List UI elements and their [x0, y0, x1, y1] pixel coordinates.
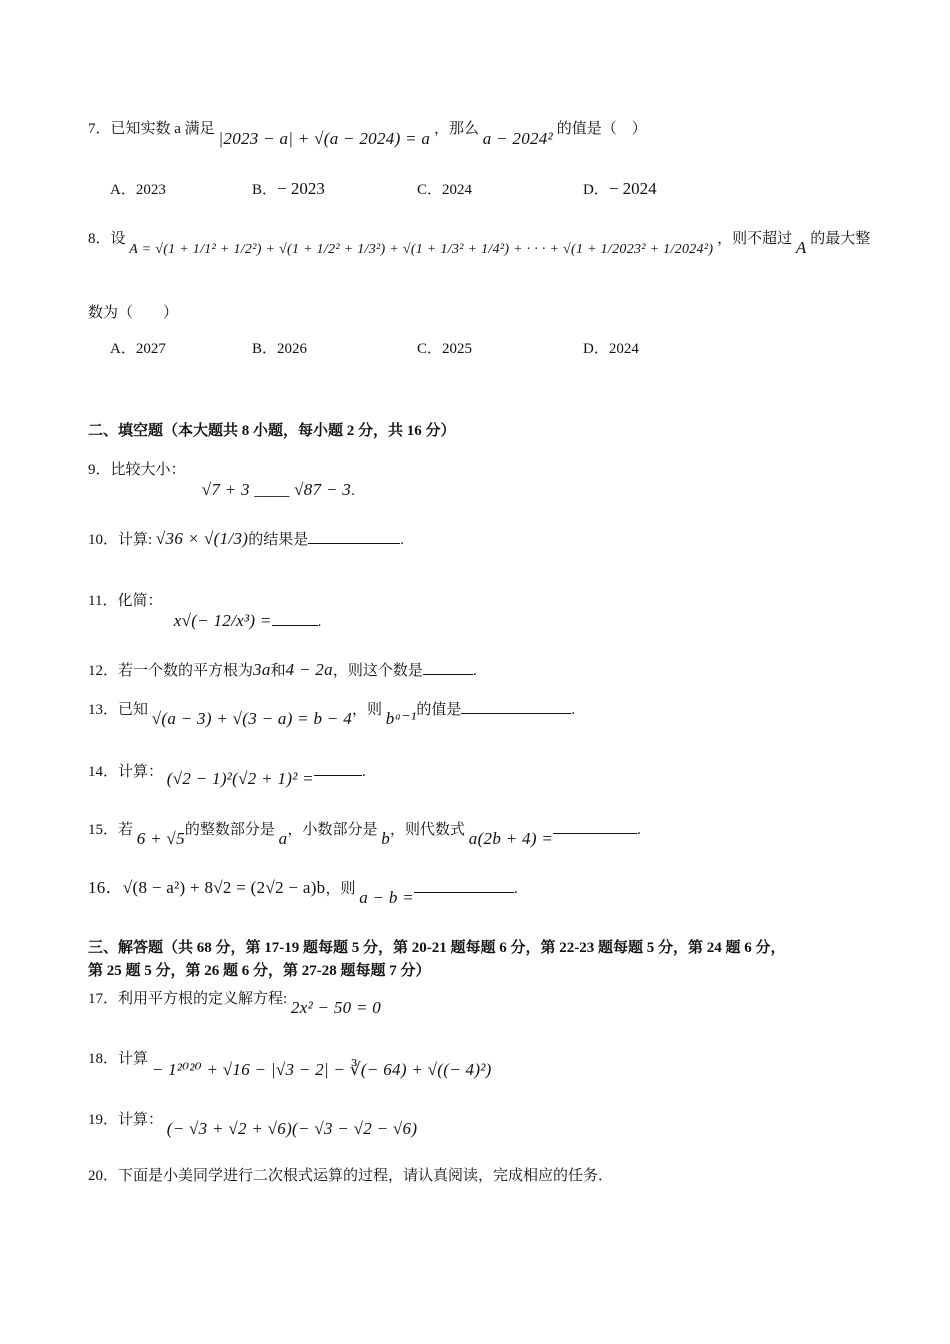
q10-end: 的结果是 [248, 532, 309, 548]
q7-option-d[interactable]: D．− 2024 [583, 179, 657, 198]
q15-t2: ，小数部分是 [287, 822, 378, 838]
q15-v2: b [381, 829, 391, 848]
q8-option-c[interactable]: C．2025 [417, 341, 473, 357]
q13-end: 的值是 [416, 702, 462, 718]
q10-answer-blank[interactable] [308, 529, 400, 544]
q15-answer-blank[interactable] [553, 819, 637, 834]
q15-tail: . [637, 822, 641, 838]
q18-formula: − 1²⁰²⁰ + √16 − |√3 − 2| − ∛(− 64) + √((− 4)²) [151, 1060, 492, 1079]
question-7 [88, 118, 647, 148]
question-16 [88, 878, 518, 907]
q8-end: ，则不超过 [717, 231, 793, 247]
q14-formula: (√2 − 1)²(√2 + 1)² = [166, 769, 314, 788]
q8-option-a[interactable]: A．2027 [110, 341, 166, 357]
q11-formula: x√(− 12/x³) = [173, 611, 272, 630]
question-15 [88, 819, 641, 848]
q17-text: 17．利用平方根的定义解方程: [88, 991, 288, 1007]
section-2-heading: 二、填空题（本大题共 8 小题，每小题 2 分，共 16 分） [88, 423, 456, 439]
q15-v1: a [278, 829, 288, 848]
q15-t1: 的整数部分是 [184, 822, 275, 838]
q19-text: 19．计算： [88, 1112, 164, 1128]
question-10 [88, 529, 404, 550]
q12-end: ，则这个数是 [332, 663, 423, 679]
q12-mid: 和 [270, 663, 286, 679]
q13-text: 13．已知 [88, 702, 149, 718]
q15-text: 15．若 [88, 822, 134, 838]
q12-b: 4 − 2a [285, 660, 333, 679]
question-19 [88, 1109, 418, 1138]
question-8 [88, 228, 871, 257]
q7-expr: a − 2024² [482, 129, 554, 148]
q10-tail: . [400, 532, 404, 548]
q7-option-c[interactable]: C．2024 [417, 182, 473, 198]
q12-text: 12．若一个数的平方根为 [88, 663, 254, 679]
q14-tail: . [361, 764, 366, 780]
q13-tail: . [571, 702, 576, 718]
question-13 [88, 699, 576, 728]
q12-tail: . [472, 663, 477, 679]
question-11 [88, 591, 321, 632]
q14-text: 14．计算： [88, 764, 164, 780]
q11-text: 11．化简： [88, 593, 163, 609]
q17-formula: 2x² − 50 = 0 [290, 998, 382, 1017]
q11-answer-blank[interactable] [272, 611, 318, 626]
section-3-heading-line1: 三、解答题（共 68 分，第 17-19 题每题 5 分，第 20-21 题每题 6 分，第 22-23 题每题 5 分，第 24 题 6 分， [88, 940, 786, 956]
q16-answer-blank[interactable] [414, 878, 514, 893]
question-17 [88, 988, 382, 1017]
q7-option-a[interactable]: A．2023 [110, 182, 166, 198]
q8-var: A [795, 238, 807, 257]
q7-formula: |2023 − a| + √(a − 2024) = a [218, 129, 431, 148]
section-3-heading-line2: 第 25 题 5 分，第 26 题 6 分，第 27-28 题每题 7 分） [88, 963, 431, 979]
q8-end2: 的最大整 [810, 231, 871, 247]
q16-tail: . [514, 881, 518, 897]
q15-a: 6 + √5 [136, 829, 185, 848]
question-18 [88, 1048, 492, 1079]
q10-text: 10．计算: [88, 532, 153, 548]
q7-mid: ，那么 [433, 121, 479, 137]
q8-cont: 数为（ ） [88, 305, 179, 321]
q7-end: 的值是（ ） [556, 121, 647, 137]
q9-formula: √7 + 3 ____ √87 − 3 [201, 480, 352, 499]
q13-mid: ，则 [352, 702, 383, 718]
question-9 [88, 460, 355, 501]
q15-t3: ，则代数式 [390, 822, 466, 838]
q8-option-b[interactable]: B．2026 [252, 341, 308, 357]
q16-expr: a − b = [359, 888, 415, 907]
q9-end: . [351, 483, 355, 499]
q13-answer-blank[interactable] [461, 699, 571, 714]
q7-text: 7．已知实数 a 满足 [88, 121, 215, 137]
q8-formula: A = √(1 + 1/1² + 1/2²) + √(1 + 1/2² + 1/3²) + √(1 + 1/3² + 1/4²) + · · · + √(1 + 1/2023² + 1/2024²) [129, 242, 714, 257]
q9-text: 9．比较大小： [88, 462, 186, 478]
q8-text: 8．设 [88, 231, 126, 247]
question-20: 20．下面是小美同学进行二次根式运算的过程，请认真阅读，完成相应的任务． [88, 1168, 614, 1184]
q12-answer-blank[interactable] [423, 660, 473, 675]
question-14 [88, 761, 366, 788]
q13-expr: bᵃ⁻¹ [385, 709, 417, 728]
q16-mid: ，则 [325, 881, 356, 897]
q10-formula: √36 × √(1/3) [155, 529, 249, 548]
q8-option-d[interactable]: D．2024 [583, 341, 639, 357]
q16-formula: 16．√(8 − a²) + 8√2 = (2√2 − a)b [88, 878, 326, 897]
question-12 [88, 660, 477, 681]
q15-expr: a(2b + 4) = [468, 829, 554, 848]
q18-text: 18．计算 [88, 1051, 149, 1067]
q7-option-b[interactable]: B．− 2023 [252, 179, 325, 198]
q11-tail: . [317, 614, 322, 630]
q14-answer-blank[interactable] [314, 761, 362, 776]
q13-formula: √(a − 3) + √(3 − a) = b − 4 [151, 709, 353, 728]
q19-formula: (− √3 + √2 + √6)(− √3 − √2 − √6) [166, 1119, 418, 1138]
q12-a: 3a [253, 660, 271, 679]
